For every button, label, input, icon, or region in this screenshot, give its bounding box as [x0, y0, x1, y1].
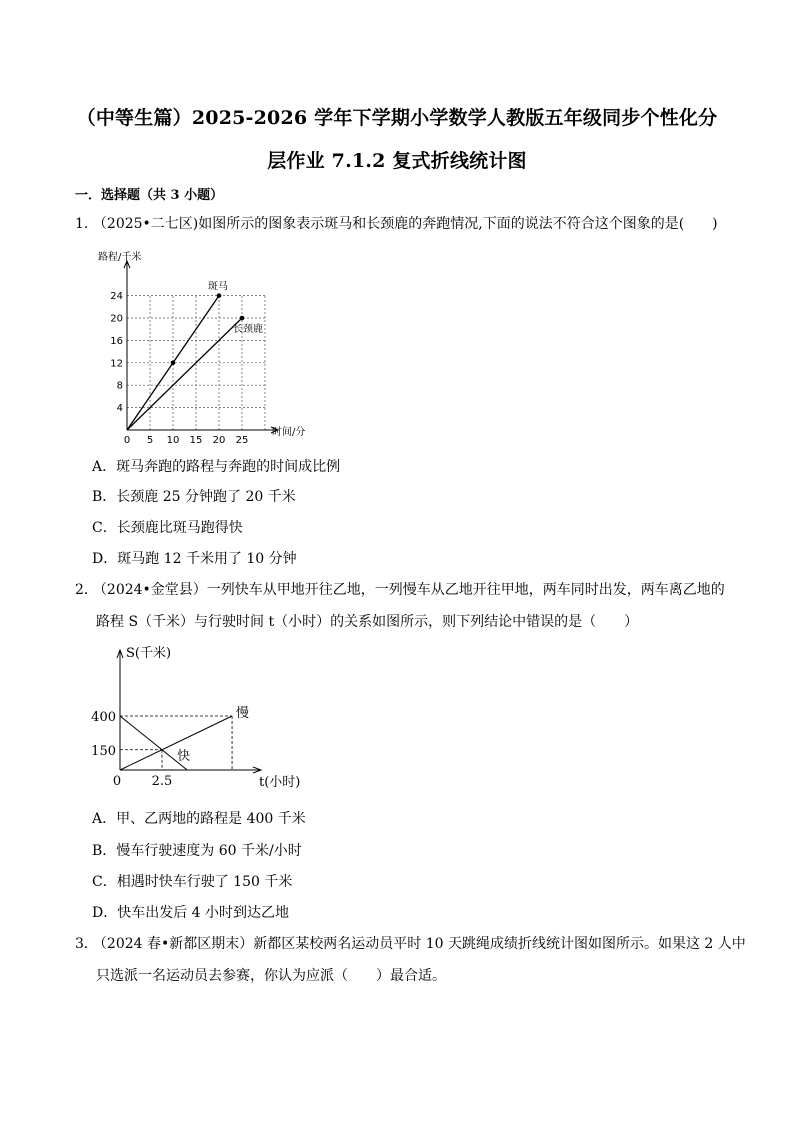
x-axis-label: 时间/分	[272, 427, 306, 438]
question-number: 3．	[75, 936, 98, 952]
chart-marks	[127, 293, 244, 430]
y-tick-label: 12	[110, 358, 123, 370]
series-label: 慢	[236, 706, 250, 721]
y-tick-label: 400	[91, 710, 116, 725]
option-c: C．相遇时快车行驶了 150 千米	[92, 874, 293, 890]
question-text-line2: 路程 S（千米）与行驶时间 t（小时）的关系如图所示，则下列结论中错误的是（ ）	[96, 614, 639, 630]
x-axis-label: t(小时)	[259, 775, 301, 790]
question-number: 2．	[75, 582, 98, 598]
data-point	[240, 316, 245, 321]
chart-axes	[124, 261, 278, 433]
question-text-line1: （2024 春•新都区期末）新都区某校两名运动员平时 10 天跳绳成绩折线统计图如图所示。如果这 2 人中	[99, 936, 746, 952]
option-b: B．慢车行驶速度为 60 千米/小时	[92, 843, 302, 859]
y-axis-label: 路程/千米	[98, 252, 142, 263]
option-b: B．长颈鹿 25 分钟跑了 20 千米	[92, 489, 296, 505]
document-title-line2: 层作业 7.1.2 复式折线统计图	[267, 150, 527, 172]
y-tick-label: 24	[110, 291, 123, 303]
x-tick-label: 0	[123, 435, 131, 446]
x-tick-label: 15	[189, 435, 203, 446]
data-point	[217, 293, 222, 298]
y-tick-label: 8	[116, 380, 123, 392]
x-tick-label: 0	[112, 774, 122, 789]
x-tick-label: 2.5	[151, 774, 173, 789]
chart-zebra-giraffe	[90, 248, 330, 448]
document-title-line1: （中等生篇）2025-2026 学年下学期小学数学人教版五年级同步个性化分	[76, 107, 718, 129]
series-label: 长颈鹿	[233, 324, 263, 335]
x-tick-label: 20	[212, 435, 226, 446]
question-number: 1．	[75, 216, 98, 232]
series-line	[127, 318, 242, 430]
option-d: D．斑马跑 12 千米用了 10 分钟	[92, 551, 297, 567]
option-a: A．甲、乙两地的路程是 400 千米	[92, 811, 306, 827]
y-tick-label: 16	[110, 335, 123, 347]
series-line	[120, 716, 232, 770]
chart-trains	[88, 643, 318, 798]
series-label: 斑马	[208, 281, 228, 293]
x-tick-label: 10	[166, 435, 180, 446]
y-tick-label: 150	[91, 743, 116, 759]
question-1	[75, 214, 718, 234]
question-text-line1: （2024•金堂县）一列快车从甲地开往乙地，一列慢车从乙地开往甲地，两车同时出发，两车离乙地的	[99, 582, 725, 598]
y-tick-label: 20	[110, 313, 123, 325]
question-3	[75, 934, 746, 954]
y-axis-label: S(千米)	[126, 646, 172, 661]
question-text: （2025•二七区)如图所示的图象表示斑马和长颈鹿的奔跑情况,下面的说法不符合这个图象的是( )	[99, 216, 718, 232]
question-2	[75, 580, 725, 600]
question-text-line2: 只选派一名运动员去参赛，你认为应派（ ）最合适。	[96, 968, 446, 984]
x-tick-label: 25	[235, 435, 249, 446]
section-heading: 一．选择题（共 3 小题）	[75, 188, 224, 203]
series-label: 快	[177, 748, 191, 764]
y-tick-label: 4	[116, 403, 123, 415]
option-a: A．斑马奔跑的路程与奔跑的时间成比例	[92, 459, 341, 475]
option-d: D．快车出发后 4 小时到达乙地	[92, 905, 290, 921]
option-c: C．长颈鹿比斑马跑得快	[92, 520, 243, 536]
chart-labels	[98, 250, 305, 446]
data-point	[171, 361, 176, 366]
x-tick-label: 5	[146, 435, 154, 446]
